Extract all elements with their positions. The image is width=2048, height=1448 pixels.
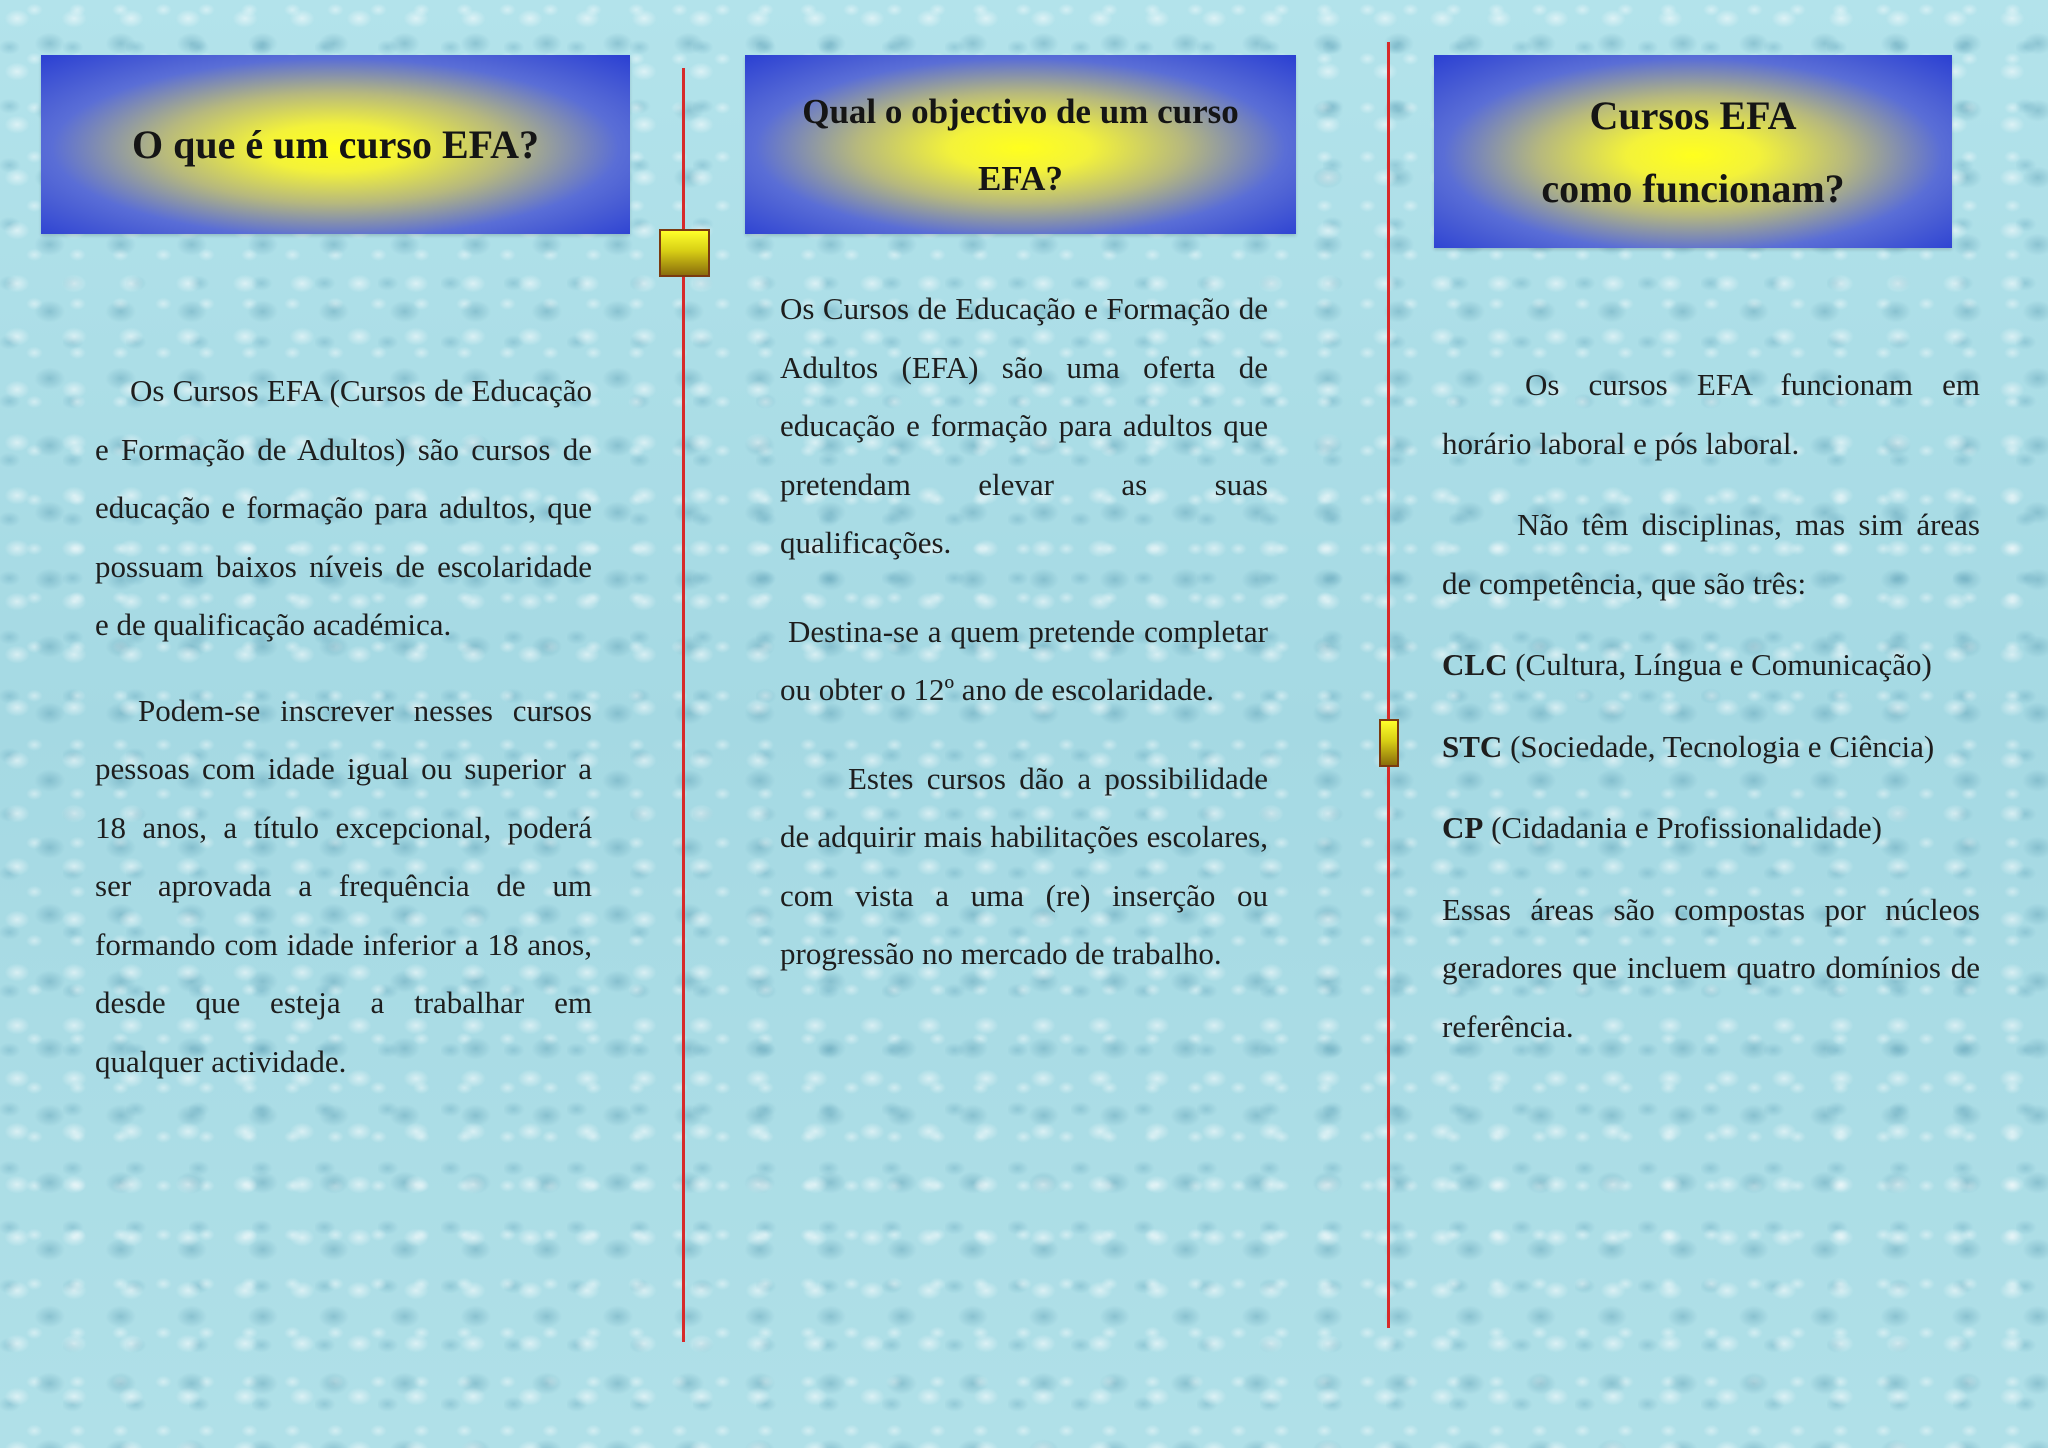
title-box-how-it-works <box>1434 55 1952 248</box>
divider-marker-right <box>1379 719 1399 767</box>
paragraph-offer: Os Cursos de Educação e Formação de Adultos (EFA) são uma oferta de educação e formação para adultos que pretendam elevar as suas qualificações. <box>780 291 1268 560</box>
paragraph-possibility: Estes cursos dão a possibilidade de adquirir mais habilitações escolares, com vista a uma (re) inserção ou progressão no mercado de trabalho. <box>780 760 1268 971</box>
area-cp <box>1442 799 1980 858</box>
column-objective <box>780 280 1268 984</box>
area-cp-code: CP <box>1442 810 1484 845</box>
column-divider-right <box>1387 42 1390 1328</box>
area-cp-description: (Cidadania e Profissionalidade) <box>1491 810 1882 845</box>
heading-what-is-efa: O que é um curso EFA? <box>131 122 540 167</box>
paragraph-target: Destina-se a quem pretende completar ou obter o 12º ano de escolaridade. <box>780 613 1268 707</box>
heading-objective-line-1: Qual o objectivo de um curso <box>802 91 1239 131</box>
divider-marker-left <box>659 229 710 277</box>
paragraph-schedule: Os cursos EFA funcionam em horário laboral e pós laboral. <box>1442 367 1980 461</box>
heading-how-line-2: como funcionam? <box>1541 165 1845 211</box>
area-clc-description: (Cultura, Língua e Comunicação) <box>1515 647 1932 682</box>
heading-how-line-1: Cursos EFA <box>1589 92 1797 138</box>
area-stc <box>1442 718 1980 777</box>
area-clc <box>1442 636 1980 695</box>
paragraph-areas-intro: Não têm disciplinas, mas sim áreas de competência, que são três: <box>1442 507 1980 601</box>
title-box-what-is <box>41 55 630 234</box>
column-how-it-works <box>1442 356 1980 1056</box>
heading-objective-line-2: EFA? <box>978 158 1063 198</box>
paragraph-eligibility: Podem-se inscrever nesses cursos pessoas com idade igual ou superior a 18 anos, a título excepcional, poderá ser aprovada a frequência de um formando com idade inferior a 18 anos, desde que esteja a trabalhar em qualquer actividade. <box>95 692 592 1079</box>
area-stc-description: (Sociedade, Tecnologia e Ciência) <box>1510 728 1935 764</box>
area-stc-code: STC <box>1442 728 1503 764</box>
area-clc-code: CLC <box>1442 647 1508 682</box>
paragraph-closing: Essas áreas são compostas por núcleos geradores que incluem quatro domínios de referência. <box>1442 891 1980 1044</box>
paragraph-definition: Os Cursos EFA (Cursos de Educação e Formação de Adultos) são cursos de educação e formação para adultos, que possuam baixos níveis de escolaridade e de qualificação académica. <box>95 373 592 642</box>
column-what-is-efa <box>95 362 592 1091</box>
title-box-objective <box>745 55 1296 234</box>
